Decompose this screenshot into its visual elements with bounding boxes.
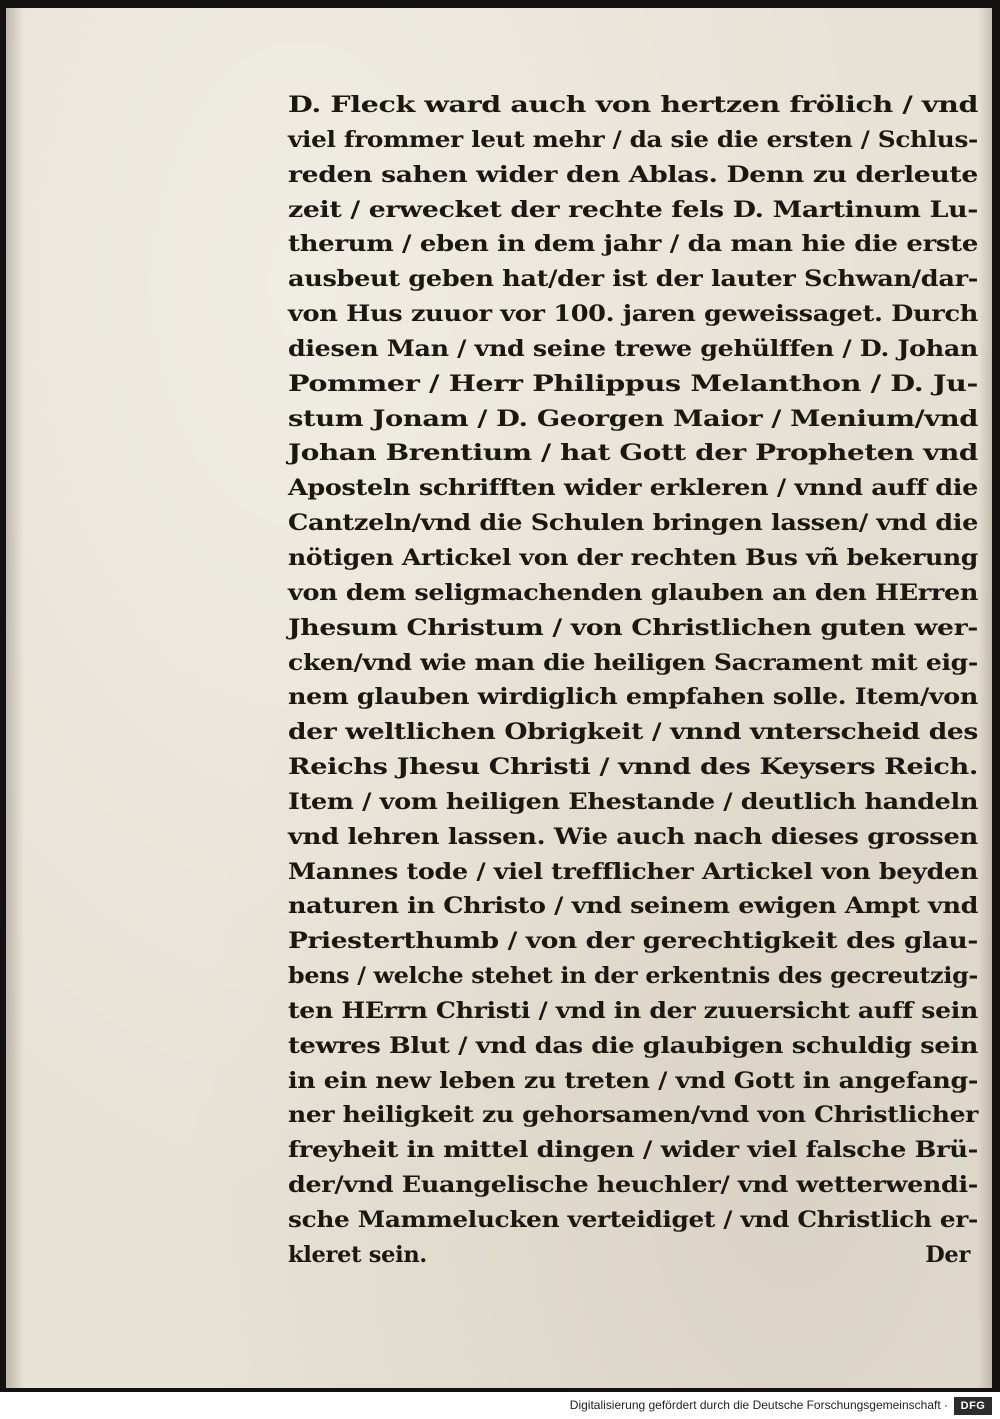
text-line-content: naturen in Christo / vnd seinem ewigen Ampt vnd <box>288 893 979 920</box>
text-line-content: Priesterthumb / von der gerechtigkeit des glau- <box>288 928 979 955</box>
text-line <box>288 1029 978 1064</box>
page-edge-shadow <box>978 8 992 1388</box>
text-line <box>288 680 978 715</box>
catchword: Der <box>925 1241 970 1268</box>
text-line <box>288 297 978 332</box>
text-line-content: der/vnd Euangelische heuchler/ vnd wetterwendi- <box>288 1172 979 1199</box>
text-line-content: Item / vom heiligen Ehestande / deutlich handeln <box>288 788 979 815</box>
text-line <box>288 855 978 890</box>
text-line-content: Aposteln schrifften wider erkleren / vnnd auff die <box>288 475 978 502</box>
text-line <box>288 1133 978 1168</box>
text-line-content: sche Mammelucken verteidiget / vnd Christlich er- <box>288 1207 978 1233</box>
text-line <box>288 367 978 402</box>
text-line-content: ten HErrn Christi / vnd in der zuuersicht auff sein <box>288 997 979 1024</box>
text-line <box>288 889 978 924</box>
text-line <box>288 1168 978 1203</box>
text-line <box>288 820 978 855</box>
text-line <box>288 158 978 193</box>
text-line <box>288 506 978 541</box>
text-line <box>288 1064 978 1099</box>
text-line-content: ner heiligkeit zu gehorsamen/vnd von Christlicher <box>288 1102 979 1129</box>
text-line-content: diesen Man / vnd seine trewe gehülffen / D. Johan <box>288 335 979 362</box>
text-line <box>288 646 978 681</box>
text-line <box>288 576 978 611</box>
text-line <box>288 750 978 785</box>
text-line-content: nötigen Artickel von der rechten Bus vñ bekerung <box>288 544 978 571</box>
dfg-logo: DFG <box>954 1397 992 1415</box>
text-line-content: ausbeut geben hat/der ist der lauter Schwan/dar- <box>288 266 979 293</box>
page-gutter-shadow <box>6 8 24 1388</box>
text-line <box>288 1098 978 1133</box>
text-line-content: von dem seligmachenden glauben an den HErren <box>288 579 979 606</box>
text-line-content: Mannes tode / viel trefflicher Artickel von beyden <box>288 858 979 885</box>
text-line <box>288 611 978 646</box>
text-line-content: therum / eben in dem jahr / da man hie die erste <box>288 231 978 258</box>
text-line <box>288 402 978 437</box>
text-line-content: in ein new leben zu treten / vnd Gott in angefang- <box>288 1067 979 1094</box>
text-line-content: kleret sein. <box>288 1241 427 1268</box>
text-line <box>288 262 978 297</box>
text-line-content: stum Jonam / D. Georgen Maior / Menium/vnd <box>288 405 978 432</box>
text-line-content: Pommer / Herr Philippus Melanthon / D. Ju- <box>288 370 978 397</box>
text-line-content: nem glauben wirdiglich empfahen solle. Item/von <box>288 684 979 711</box>
text-line <box>288 471 978 506</box>
book-page <box>6 8 992 1388</box>
text-line <box>288 924 978 959</box>
text-line-content: bens / welche stehet in der erkentnis des gecreutzig- <box>288 963 978 990</box>
text-line-content: Reichs Jhesu Christi / vnnd des Keysers Reich. <box>288 754 979 781</box>
text-line <box>288 715 978 750</box>
text-line <box>288 785 978 820</box>
text-line-content: Jhesum Christum / von Christlichen guten wer- <box>288 614 979 641</box>
text-line <box>288 541 978 576</box>
text-line-content: cken/vnd wie man die heiligen Sacrament mit eig- <box>288 649 978 676</box>
text-line <box>288 88 978 123</box>
text-line-content: vnd lehren lassen. Wie auch nach dieses grossen <box>288 823 979 850</box>
text-line <box>288 332 978 367</box>
text-line <box>288 193 978 228</box>
text-line-content: D. Fleck ward auch von hertzen frölich / vnd <box>288 92 979 118</box>
text-line-content: viel frommer leut mehr / da sie die ersten / Schlus- <box>288 126 978 153</box>
text-line <box>288 436 978 471</box>
text-line-content: Johan Brentium / hat Gott der Propheten vnd <box>288 440 978 467</box>
text-line <box>288 994 978 1029</box>
text-line-content: zeit / erwecket der rechte fels D. Martinum Lu- <box>288 196 979 223</box>
text-line <box>288 1203 978 1238</box>
text-line-content: freyheit in mittel dingen / wider viel falsche Brü- <box>288 1137 979 1164</box>
text-block <box>288 88 978 1273</box>
text-line-content: der weltlichen Obrigkeit / vnnd vnterscheid des <box>288 719 979 746</box>
text-line <box>288 123 978 158</box>
text-line-content: reden sahen wider den Ablas. Denn zu derleute <box>288 161 978 188</box>
funding-note: Digitalisierung gefördert durch die Deutsche Forschungsgemeinschaft · <box>569 1398 948 1412</box>
text-line-last <box>288 1238 978 1273</box>
text-line <box>288 227 978 262</box>
text-line-content: tewres Blut / vnd das die glaubigen schuldig sein <box>288 1032 979 1059</box>
footer-bar <box>0 1396 1000 1419</box>
text-line-content: von Hus zuuor vor 100. jaren geweissaget. Durch <box>288 301 978 328</box>
text-line-content: Cantzeln/vnd die Schulen bringen lassen/ vnd die <box>288 510 979 537</box>
text-line <box>288 959 978 994</box>
